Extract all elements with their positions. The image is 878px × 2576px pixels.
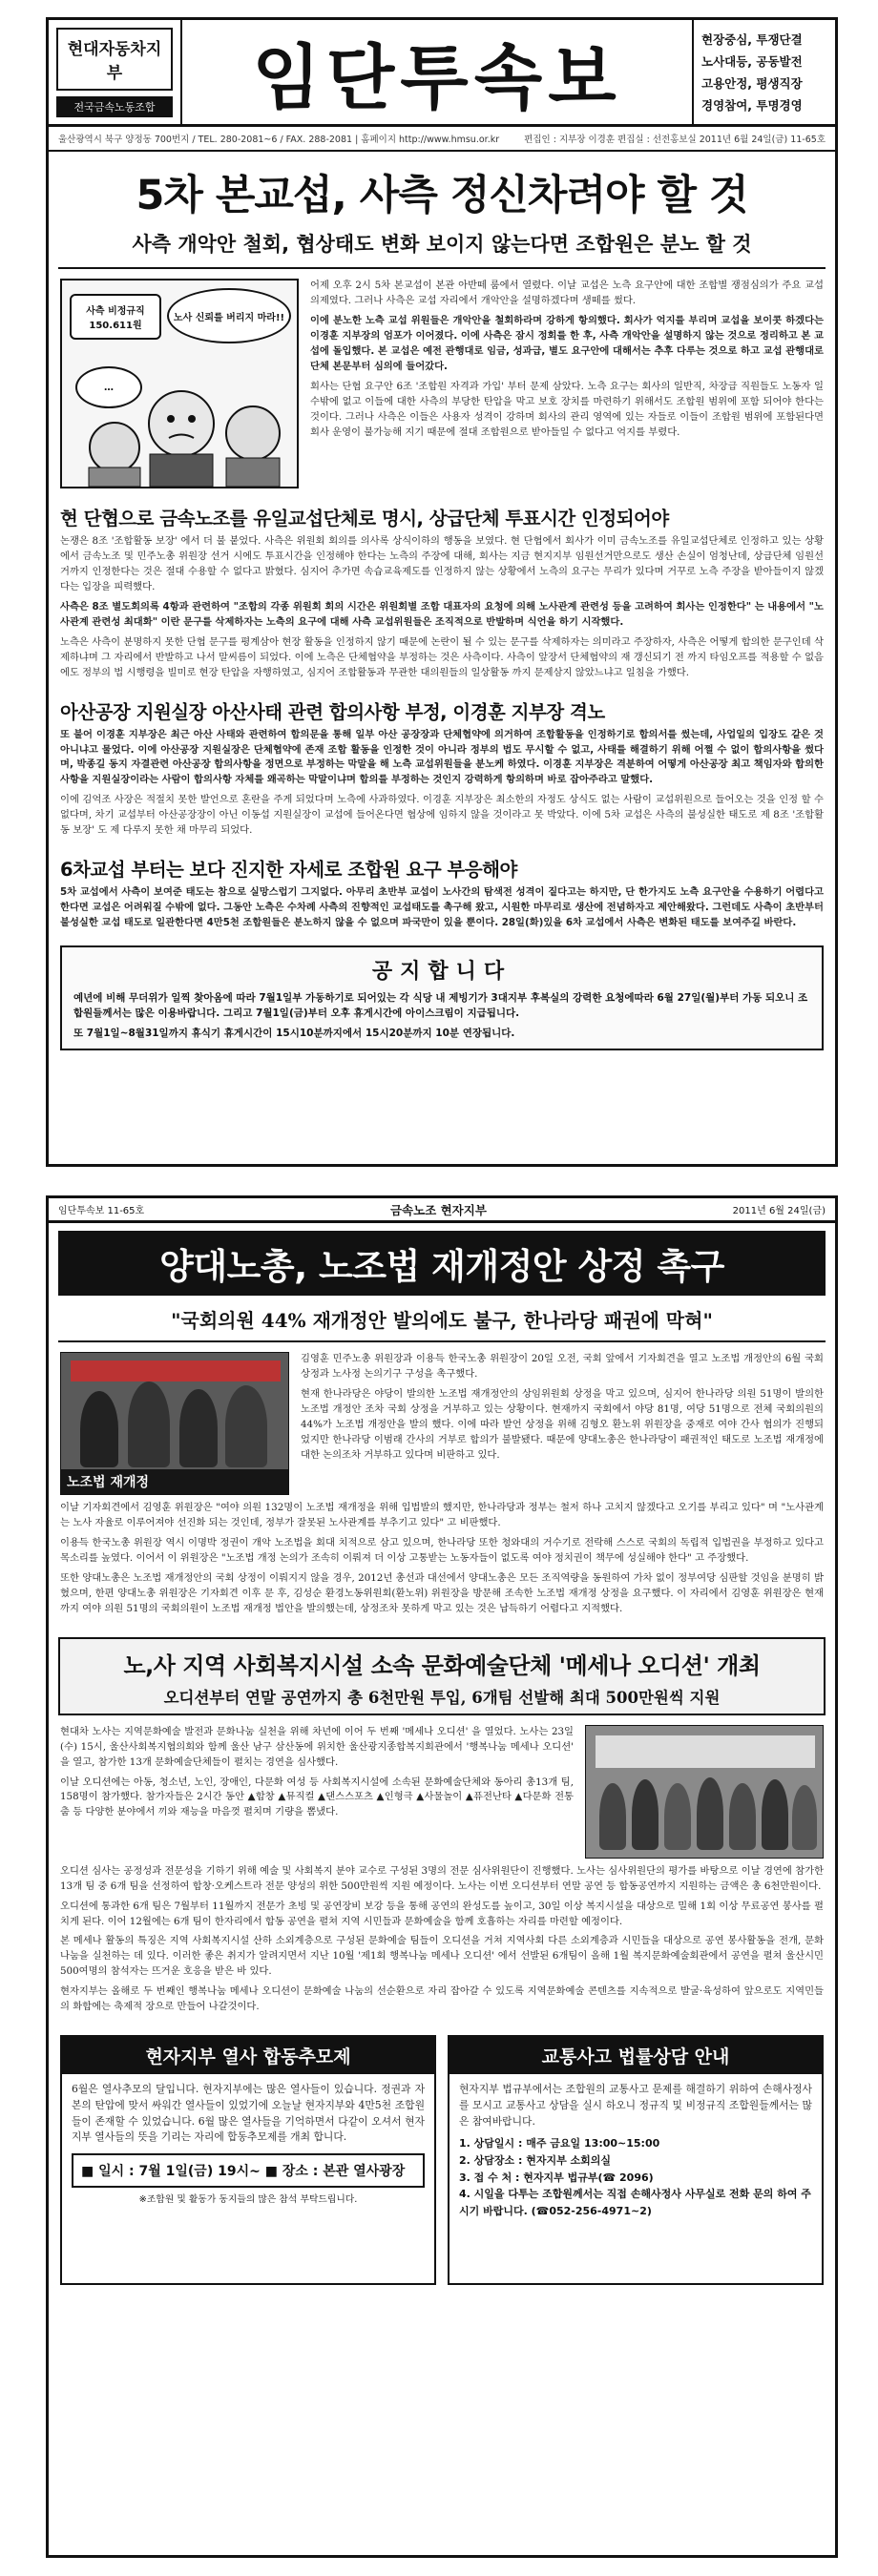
list-item: 4. 시일을 다투는 조합원께서는 직접 손해사정사 사무실로 전화 문의 하여 주시기 바랍니다. (☎052-256-4971~2): [459, 2188, 811, 2217]
paragraph: 김영훈 민주노총 위원장과 이용득 한국노총 위원장이 20일 오전, 국회 앞에서 기자회견을 열고 노조법 개정안의 6월 국회 상정과 노사정 논의기구 구성을 촉구했다.: [301, 1353, 824, 1380]
bulletin-page-1: [46, 17, 838, 1167]
paragraph: 어제 오후 2시 5차 본교섭이 본관 아반떼 룸에서 열렸다. 이날 교섭은 노측 요구안에 대한 조합별 쟁점심의가 주요 교섭 의제였다. 그러나 사측은 교섭 자리에서 개악안을 설명하겠다며 생떼를 썼다.: [310, 280, 824, 306]
article-section: [49, 498, 835, 692]
paragraph: 현자지부는 올해로 두 번째인 행복나눔 메세나 오디션이 문화예술 나눔의 선순환으로 자리 잡아갈 수 있도록 지역문화예술 콘텐츠를 지속적으로 발굴·육성하여 앞으로도 지역민들의 화합에는 축제적 장으로 만들어 나갈것이다.: [60, 1985, 824, 2013]
photo-caption: 노조법 재개정: [61, 1469, 288, 1494]
logo-sub-text: 전국금속노동조합: [56, 96, 173, 117]
main-subhead: 사측 개악안 철회, 협상태도 변화 보이지 않는다면 조합원은 분노 할 것: [58, 225, 826, 269]
paragraph: 이에 김억조 사장은 적절치 못한 발언으로 혼란을 주게 되었다며 노측에 사과하였다. 이경훈 지부장은 최소한의 자정도 상식도 없는 사람이 교섭위원으로 들어오는 것을 인정 할 수 없다며, 차기 교섭부터 아산공장장이 아닌 이동섭 지원실장이 교섭에 들어온다면 협상에 임하지 않을 것이라고 못 박았다. 이에 5차 교섭은 사측의 불성실한 태도로 제 8조 '조합활동 보장' 도 제 다루지 못한 채 마무리 되었다.: [60, 794, 825, 837]
section-body: [49, 534, 835, 692]
publication-info: [49, 127, 835, 152]
issue-date: 2011년 6월 24일(금): [732, 1206, 826, 1216]
list-item: 2. 상담장소 : 현자지부 소회의실: [459, 2154, 612, 2168]
audition-photo: [585, 1725, 824, 1859]
cartoon-sign: 사측 비정규직 150.611원: [70, 294, 161, 340]
paragraph: 회사는 단협 요구안 6조 '조합원 자격과 가입' 부터 문제 삼았다. 노측 요구는 회사의 일반직, 차장급 직원들도 노동자 일 수밖에 없고 이들에 대한 사측의 부당한 탄압을 막고 보호 장치를 마련하기 위해서도 조합원 범위에 포함 되어야 한다는 것이다. 그러나 사측은 이들은 사용자 성격이 강하며 회사의 관리 영역에 있는 자들로 이들이 조합원 범위에 포함된다면 회사 운영이 불가능해 지기 때문에 절대 조합원으로 받아들일 수 없다고 억지를 부렸다.: [310, 380, 824, 438]
cartoon-thought-bubble: …: [75, 366, 142, 408]
memorial-schedule: ■ 일시 : 7월 1일(금) 19시~ ■ 장소 : 본관 열사광장: [72, 2153, 425, 2188]
slogan: 노사대등, 공동발전: [701, 53, 803, 69]
paragraph: 현재 한나라당은 야당이 발의한 노조법 재개정안의 상임위원회 상정을 막고 있으며, 심지어 한나라당 의원 51명이 발의한 노조법 개정안 조차 국회 상정을 거부하고 있는 상황이다. 현재까지 국회에서 야당 81명, 여당 51명으로 전체 국회의원의 44%가 노조법 개정안을 발의 했다. 이에 따라 발언 상정을 위해 김형오 환노위 위원장을 중재로 여야 간사 협의가 진행되었지만 한나라당 이범래 간사의 거부로 합의가 불발됐다. 때문에 양대노총은 한나라당이 패권적인 태도로 노조법 재개정에 대한 논의조차 거부하고 있다며 비판하고 있다.: [301, 1387, 824, 1461]
paragraph: 5차 교섭에서 사측이 보여준 태도는 참으로 실망스럽기 그지없다. 아무리 초반부 교섭이 노사간의 탐색전 성격이 짙다고는 하지만, 단 한가지도 노측 요구안을 수용하기 어렵다고 한다면 교섭은 어려워질 수밖에 없다. 그동안 노측은 수차례 사측의 진향적인 교섭태도를 촉구해 왔고, 시원한 마무리로 생산에 전념하자고 제안해왔다. 그런데도 사측이 초반부터 불성실한 교섭 태도로 일관한다면 4만5천 조합원들은 분노하지 않을 수 없으며 파국만이 있을 뿐이다. 28일(화)있을 6차 교섭에서 사측은 변화된 태도를 보여주길 바란다.: [60, 886, 824, 929]
section-body: [49, 885, 835, 942]
section-title: 현 단협으로 금속노조를 유일교섭단체로 명시, 상급단체 투표시간 인정되어야: [60, 508, 669, 530]
memorial-box: [60, 2035, 436, 2285]
list-item: 3. 접 수 처 : 현자지부 법규부(☎ 2096): [459, 2171, 654, 2184]
cartoon-illustration: [60, 279, 299, 488]
paragraph: 오디션에 통과한 6개 팀은 7월부터 11월까지 전문가 초빙 및 공연장비 보강 등을 통해 공연의 완성도를 높이고, 30일 이상 복지시설을 대상으로 밀해 1회 이상 무료공연 봉사를 펼치게 된다. 이어 12월에는 6개 팀이 한자리에서 합동 공연을 펼쳐 지역 시민들과 문화예술을 함께 호흡하는 자리를 마련할 예정이다.: [60, 1900, 824, 1927]
section-title: 아산공장 지원실장 아산사태 관련 합의사항 부정, 이경훈 지부장 격노: [60, 700, 605, 723]
paragraph: 사측은 8조 별도회의록 4항과 관련하여 "조합의 각종 위원회 회의 시간은 위원회별 조합 대표자의 요청에 의해 노사관계 관련성 등을 고려하여 회사는 인정한다" 는 내용에서 "노사관계 관련성 최대화" 이란 문구를 삭제하자는 노측의 요구에 대해 사측 교섭위원들은 조직적으로 반발하며 식언을 하기 시작했다.: [60, 600, 824, 628]
memorial-heading: 현자지부 열사 합동추모제: [62, 2037, 434, 2074]
article2-subhead: 오디션부터 연말 공연까지 총 6천만원 투입, 6개팀 선발해 최대 500만원씩 지원: [163, 1688, 721, 1707]
paragraph: 이날 기자회견에서 김영훈 위원장은 "여야 의원 132명이 노조법 재개정을 위해 입법발의 했지만, 한나라당과 정부는 철저 하나 고치지 않겠다고 오기를 부리고 있다" 며 "노사관계는 노사 자율로 이루어져야 선진화 되는 것인데, 정부가 잘못된 노사관계를 부추기고 있다" 고 비판했다.: [60, 1502, 824, 1528]
article1-lead: [301, 1352, 824, 1495]
article1-subhead: "국회의원 44% 재개정안 발의에도 불구, 한나라당 패권에 막혀": [58, 1299, 826, 1342]
article1: [49, 1342, 835, 1501]
issue-number: 임단투속보 11-65호: [58, 1206, 145, 1216]
issue-info: 편집인 : 지부장 이경훈 편집실 : 선전홍보실 2011년 6월 24일(금) 11-65호: [524, 135, 826, 145]
consult-heading: 교통사고 법률상담 안내: [449, 2037, 822, 2074]
address-info: 울산광역시 북구 양정동 700번지 / TEL. 280-2081~6 / FAX. 288-2081 | 홈페이지 http://www.hmsu.or.kr: [58, 135, 500, 145]
slogans: [692, 20, 835, 124]
article-section: [49, 849, 835, 942]
paragraph: 본 메세나 활동의 특징은 지역 사회복지시설 산하 소외계층으로 구성된 문화예술 팀들이 오디션을 거쳐 지역사회 다른 소외계층과 시민들을 대상으로 공연 봉사활동을 전개, 문화 나눔을 실천하는 데 있다. 이러한 좋은 취지가 알려지면서 지난 10월 '제1회 행복나눔 메세나 오디션' 에서 선발된 6개팀이 올해 1월 복지문화예술회관에서 공연을 펼쳐 울산시민 500여명의 참석자는 뜨거운 호응을 받은 바 있다.: [60, 1935, 824, 1978]
newsletter-title: 임단투속보: [252, 36, 622, 119]
logo-main-text: 현대자동차지부: [56, 28, 173, 91]
paragraph: 또한 양대노총은 노조법 재개정안의 국회 상정이 이뤄지지 않을 경우, 2012년 총선과 대선에서 양대노총은 모든 조직역량을 동원하여 가차 없이 정부여당 심판할 것임을 분명히 밝혔으며, 한편 양대노총 위원장은 기자회견 이후 문 후, 김성순 환경노동위원회(환노위) 위원장을 방문해 조속한 노조법 재개정 상정을 요구했다. 이 자리에서 김영훈 위원장은 현재까지 여야 의원 51명의 국회의원이 노조법 재개정 법안을 발의했는데, 상정조차 못하게 막고 있는 것은 납득하기 어렵다고 지적했다.: [60, 1571, 824, 1614]
article2-body: [49, 1864, 835, 2026]
consult-text: 현자지부 법규부에서는 조합원의 교통사고 문제를 해결하기 위하여 손해사정사를 모시고 교통사고 상담을 실시 하오니 정규직 및 비정규직 조합원들께서는 많은 참여바랍니다.: [459, 2083, 812, 2128]
article2-header: [58, 1637, 826, 1715]
paragraph: 오디션 심사는 공정성과 전문성을 기하기 위해 예술 및 사회복지 분야 교수로 구성된 3명의 전문 심사위원단이 진행했다. 노사는 심사위원단의 평가를 바탕으로 이날 경연에 참가한 13개 팀 중 6개 팀을 선정하여 합창·오케스트라 전문 양성의 위한 500만원씩 지원 예정이다. 노사는 이번 오디션부터 연말 공연 등 합동공연까지 지원하는 금액은 총 6천만원이다.: [60, 1864, 824, 1892]
section-body: [49, 728, 835, 850]
paragraph: 이날 오디션에는 아동, 청소년, 노인, 장애인, 다문화 여성 등 사회복지시설에 소속된 문화예술단체와 동아리 총13개 팀, 158명이 참가했다. 참가자들은 2시간 동안 ▲합창 ▲뮤직컬 ▲댄스스포츠 ▲인형극 ▲사물놀이 ▲퓨전난타 ▲다문화 전통춤 등 다양한 분야에서 끼와 재능을 마음껏 펼치며 기량을 뽐냈다.: [60, 1776, 574, 1818]
legal-consult-box: [448, 2035, 824, 2285]
cartoon-figures-icon: [62, 280, 297, 487]
notice-box: [60, 945, 824, 1050]
main-headline: 5차 본교섭, 사측 정신차려야 할 것: [136, 172, 748, 219]
union-logo: [49, 20, 182, 124]
slogan: 경영참여, 투명경영: [701, 98, 803, 114]
page2-header: [49, 1198, 835, 1223]
paragraph: 노측은 사측이 분명하지 못한 단협 문구를 평계삼아 현장 활동을 인정하지 않기 때문에 논란이 될 수 있는 문구를 삭제하자는 의미라고 주장하자, 사측은 어떻게 합의한 문구인데 삭제하냐며 그 자리에서 반발하고 나서 말씨름이 되었다. 이에 노측은 단체협약을 부정하는 것은 사측이다. 사측이 앞장서 단체협약의 재 갱신되기 전 까지 타임오프를 적용할 수 없음에도 정부의 법 시행령을 빌미로 현장 탄압을 자행하였고, 심지어 조합활동과 무관한 대의원들의 일상활동 까지 문제삼지 않았느냐고 일침을 가했다.: [60, 635, 824, 678]
list-item: 1. 상담일시 : 매주 금요일 13:00~15:00: [459, 2137, 660, 2150]
article-section: [49, 692, 835, 850]
notice-title: 공지합니다: [371, 960, 512, 985]
slogan: 고용안정, 평생직장: [701, 76, 803, 92]
article2: [49, 1715, 835, 1864]
article1-body: [49, 1501, 835, 1628]
lead-article: [49, 269, 835, 498]
consult-body: [449, 2074, 822, 2227]
memorial-note: ※조합원 및 활동가 동지들의 많은 참석 부탁드립니다.: [138, 2194, 358, 2206]
article2-lead: [60, 1725, 574, 1859]
union-name: 금속노조 현자지부: [389, 1202, 487, 1217]
cartoon-speech-bubble: 노사 신뢰를 버리지 마라!!: [167, 288, 291, 343]
lead-article-body: [310, 279, 824, 488]
section-title: 6차교섭 부터는 보다 진지한 자세로 조합원 요구 부응해야: [60, 859, 517, 882]
article1-headline: 양대노총, 노조법 재개정안 상정 촉구: [58, 1231, 826, 1296]
rally-photo: [60, 1352, 289, 1495]
notice-text: 또 7월1일~8월31일까지 휴식기 휴게시간이 15시10분까지에서 15시20분까지 10분 연장됩니다.: [73, 1027, 515, 1039]
paragraph: 또 불어 이경훈 지부장은 최근 아산 사태와 관련하여 합의문을 통해 일부 아산 공장장과 단체협약에 의거하여 조합활동을 인정하기로 합의서를 썼는데, 사업일의 입장도 같은 것 아니냐고 물었다. 이에 아산공장 지원실장은 단체협약에 존재 조합 활동을 인정한 것이 아니라 정부의 법도 무시할 수 없고, 사태를 해결하기 위해 어쩔 수 없이 합의사항을 썼다며, 박종길 동지 자결관련 아산공장 합의사항을 정면으로 부정하는 막말을 해 노측 교섭위원들을 분노케 하였다. 이경훈 지부장은 격분하여 어떻게 아산공장 최고 책임자와 합의한 사항을 지원실장이라는 사람이 합의사항 자체를 왜곡하는 막말이냐며 합의를 부정하는 것인지 강력하게 항의하며 바로 잡아주라고 말했다.: [60, 728, 824, 786]
bulletin-page-2: [46, 1195, 838, 2558]
memorial-text: 6월은 열사추모의 달입니다. 현자지부에는 많은 열사들이 있습니다. 정권과 자본의 탄압에 맞서 싸워간 열사들이 있었기에 오늘날 현자지부와 4만5천 조합원들이 존재할 수 있었습니다. 6월 많은 열사들을 기억하면서 다같이 오셔서 현자지부 열사들의 뜻을 기리는 자리에 합동추모제를 개최 합니다.: [72, 2083, 425, 2144]
paragraph: 논쟁은 8조 '조합활동 보장' 에서 더 불 붙었다. 사측은 위원회 회의를 의사록 상식이하의 행동을 보였다. 현 단협에서 회사가 이미 금속노조를 유일교섭단체로 인정하고 있는 상황에서 금속노조 및 민주노총 위원장 선거 시에도 투표시간을 인정해야 한다는 노측의 주장에 대해, 회사는 지금 현지지부 임원선거만으로도 생산 손실이 엄청난데, 상급단체 임원선거까지 인정한다는 것은 절대 수용할 수 없다고 밝혔다. 심지어 추가면 속습교육제도를 인정하지 않는 상황에서 노측의 요구는 무리가 있다며 거꾸로 노측 주장을 받아들이지 않겠다는 입장을 피력했다.: [60, 535, 824, 592]
article2-headline: 노,사 지역 사회복지시설 소속 문화예술단체 '메세나 오디션' 개최: [123, 1652, 761, 1679]
paragraph: 이에 분노한 노측 교섭 위원들은 개악안을 철회하라며 강하게 항의했다. 회사가 억지를 부리며 교섭을 보이콧 하겠다는 이경훈 지부장의 엄포가 이어졌다. 이에 사측은 잠시 정회를 한 후, 사측 개악안을 설명하지 않는 것으로 정리하고 본 교섭에 돌입했다. 본 교섭은 예전 관행대로 임금, 성과급, 별도 요구안에 대해서는 추후 다루는 것으로 하고 교섭 관행대로 단체 본문부터 심의에 들어갔다.: [310, 314, 824, 372]
paragraph: 이용득 한국노총 위원장 역시 이명박 정권이 개악 노조법을 회대 치적으로 삼고 있으며, 한나라당 또한 청와대의 거수기로 전락해 스스로 국회의 독립적 입법권을 부정하고 있다고 목소리를 높였다. 이어서 이 위원장은 "노조법 개정 논의가 조속히 이뤄져 더 이상 고통받는 노동자들이 없도록 여야 정치권이 책무에 성실해야 한다" 고 주장했다.: [60, 1536, 824, 1564]
paragraph: 현대차 노사는 지역문화예술 발전과 문화나눔 실천을 위해 차년에 이어 두 번째 '메세나 오디션' 을 열었다. 노사는 23일(수) 15시, 울산사회복지협의회와 함께 울산 남구 삼산동에 위치한 울산광지종합복지회관에서 '행복나눔 메세나 오디션' 을 열고, 참가한 13개 문화예술단체들이 펼치는 경연을 심사했다.: [60, 1725, 574, 1768]
bottom-announcements: [49, 2025, 835, 2295]
masthead: [49, 20, 835, 127]
memorial-body: [62, 2074, 434, 2212]
consult-list: [459, 2135, 812, 2219]
slogan: 현장중심, 투쟁단결: [701, 31, 803, 47]
notice-text: 예년에 비해 무더위가 일찍 찾아옴에 따라 7월1일부 가동하기로 되어있는 각 식당 내 제빙기가 3대지부 후복실의 강력한 요청에따라 6월 27일(월)부터 가동 되오니 조합원들께서는 많은 이용바랍니다. 그리고 7월1일(금)부터 오후 휴게시간에 아이스크림이 지급됩니다.: [73, 992, 808, 1020]
